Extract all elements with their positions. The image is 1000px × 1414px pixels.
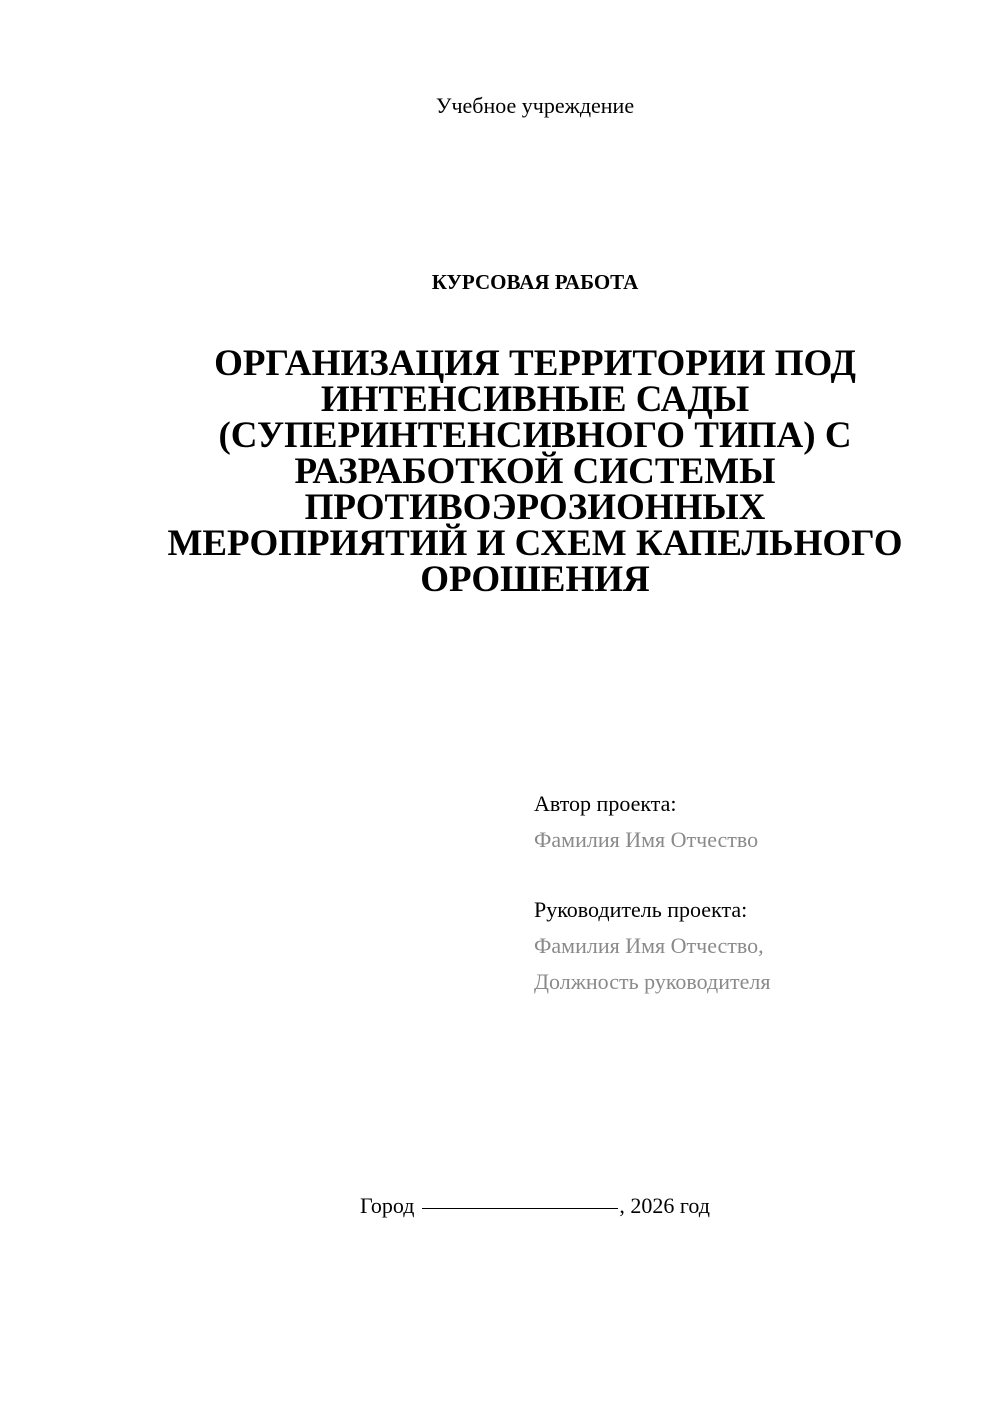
work-title-line: ИНТЕНСИВНЫЕ САДЫ [320,379,750,420]
institution-name: Учебное учреждение [435,93,635,118]
city-label: Город [360,1193,415,1218]
document-type: КУРСОВАЯ РАБОТА [431,270,639,294]
work-title [120,343,950,600]
author-label: Автор проекта: [534,791,677,816]
supervisor-name: Фамилия Имя Отчество, [534,933,764,958]
work-title-line: МЕРОПРИЯТИЙ И СХЕМ КАПЕЛЬНОГО [167,523,903,564]
spacer [534,858,954,892]
work-title-line: ОРГАНИЗАЦИЯ ТЕРРИТОРИИ ПОД [214,343,856,384]
work-title-line: ПРОТИВОЭРОЗИОННЫХ [304,487,766,528]
year-text: , 2026 год [619,1193,710,1218]
city-year-line [0,1186,1000,1224]
work-title-line: РАЗРАБОТКОЙ СИСТЕМЫ [294,451,776,492]
city-blank-line [422,1182,618,1209]
supervisor-position: Должность руководителя [534,969,771,994]
author-name: Фамилия Имя Отчество [534,827,759,852]
supervisor-label: Руководитель проекта: [534,897,748,922]
work-title-line: (СУПЕРИНТЕНСИВНОГО ТИПА) С [218,415,852,456]
work-title-line: ОРОШЕНИЯ [420,559,650,600]
authors-block [534,786,954,1000]
